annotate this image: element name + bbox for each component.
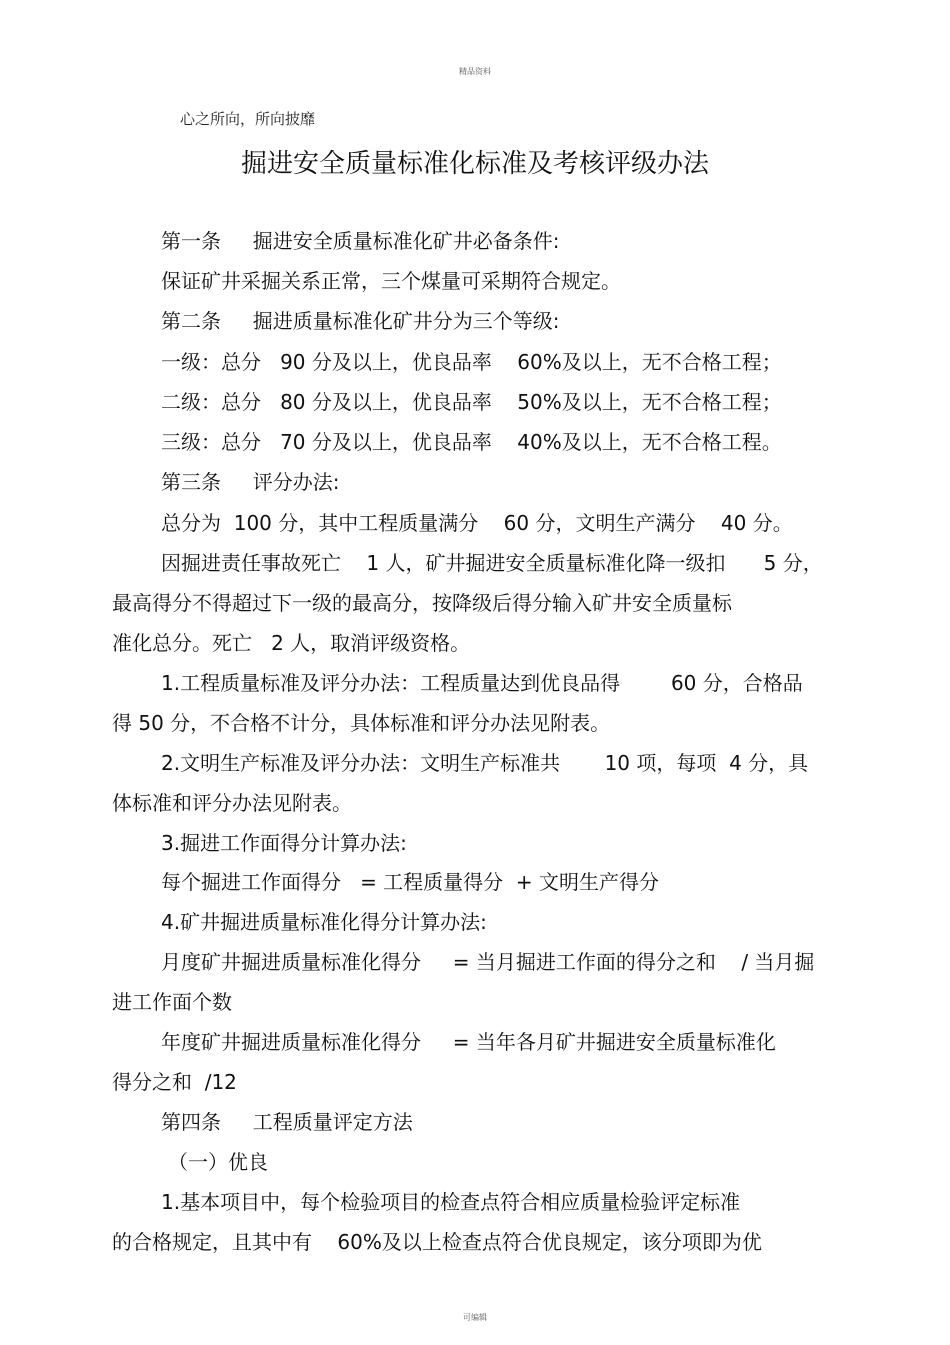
paragraph-line: 体标准和评分办法见附表。	[112, 791, 352, 815]
paragraph-line: 4.矿井掘进质量标准化得分计算办法:	[161, 910, 487, 934]
document-title: 掘进安全质量标准化标准及考核评级办法	[240, 149, 709, 179]
paragraph-line: 3.掘进工作面得分计算办法:	[161, 831, 407, 855]
formula-line: 年度矿井掘进质量标准化得分 = 当年各月矿井掘进安全质量标准化	[161, 1030, 776, 1054]
grade-2-line: 二级：总分 80 分及以上，优良品率 50%及以上，无不合格工程；	[161, 390, 782, 414]
grade-1-line: 一级：总分 90 分及以上，优良品率 60%及以上，无不合格工程；	[161, 350, 782, 374]
paragraph-line: 保证矿井采掘关系正常，三个煤量可采期符合规定。	[161, 269, 621, 293]
paragraph-line: 1.工程质量标准及评分办法：工程质量达到优良品得 60 分，合格品	[161, 671, 803, 695]
footer-note: 可编辑	[463, 1313, 487, 1322]
paragraph-line: 准化总分。死亡 2 人，取消评级资格。	[112, 631, 471, 655]
article-1-heading: 第一条 掘进安全质量标准化矿井必备条件:	[161, 229, 560, 253]
header-note: 精品资料	[459, 67, 491, 76]
paragraph-line: 得分之和 /12	[112, 1070, 237, 1094]
paragraph-line: 得 50 分，不合格不计分，具体标准和评分办法见附表。	[112, 711, 611, 735]
grade-3-line: 三级：总分 70 分及以上，优良品率 40%及以上，无不合格工程。	[161, 430, 782, 454]
paragraph-line: 最高得分不得超过下一级的最高分，按降级后得分输入矿井安全质量标	[112, 591, 732, 615]
paragraph-line: 因掘进责任事故死亡 1 人，矿井掘进安全质量标准化降一级扣 5 分，	[161, 551, 823, 575]
paragraph-line: 的合格规定，且其中有 60%及以上检查点符合优良规定，该分项即为优	[112, 1230, 762, 1254]
paragraph-line: 进工作面个数	[112, 990, 232, 1014]
article-4-heading: 第四条 工程质量评定方法	[161, 1110, 413, 1134]
formula-line: 月度矿井掘进质量标准化得分 = 当月掘进工作面的得分之和 / 当月掘	[161, 950, 815, 974]
formula-line: 每个掘进工作面得分 = 工程质量得分 + 文明生产得分	[161, 870, 660, 894]
article-3-heading: 第三条 评分办法:	[161, 470, 340, 494]
motto: 心之所向，所向披靡	[180, 110, 316, 128]
paragraph-line: 2.文明生产标准及评分办法：文明生产标准共 10 项，每项 4 分，具	[161, 751, 809, 775]
section-heading: （一）优良	[168, 1150, 268, 1174]
article-2-heading: 第二条 掘进质量标准化矿井分为三个等级:	[161, 309, 560, 333]
paragraph-line: 1.基本项目中，每个检验项目的检查点符合相应质量检验评定标准	[161, 1190, 741, 1214]
paragraph-line: 总分为 100 分，其中工程质量满分 60 分，文明生产满分 40 分。	[161, 511, 793, 535]
